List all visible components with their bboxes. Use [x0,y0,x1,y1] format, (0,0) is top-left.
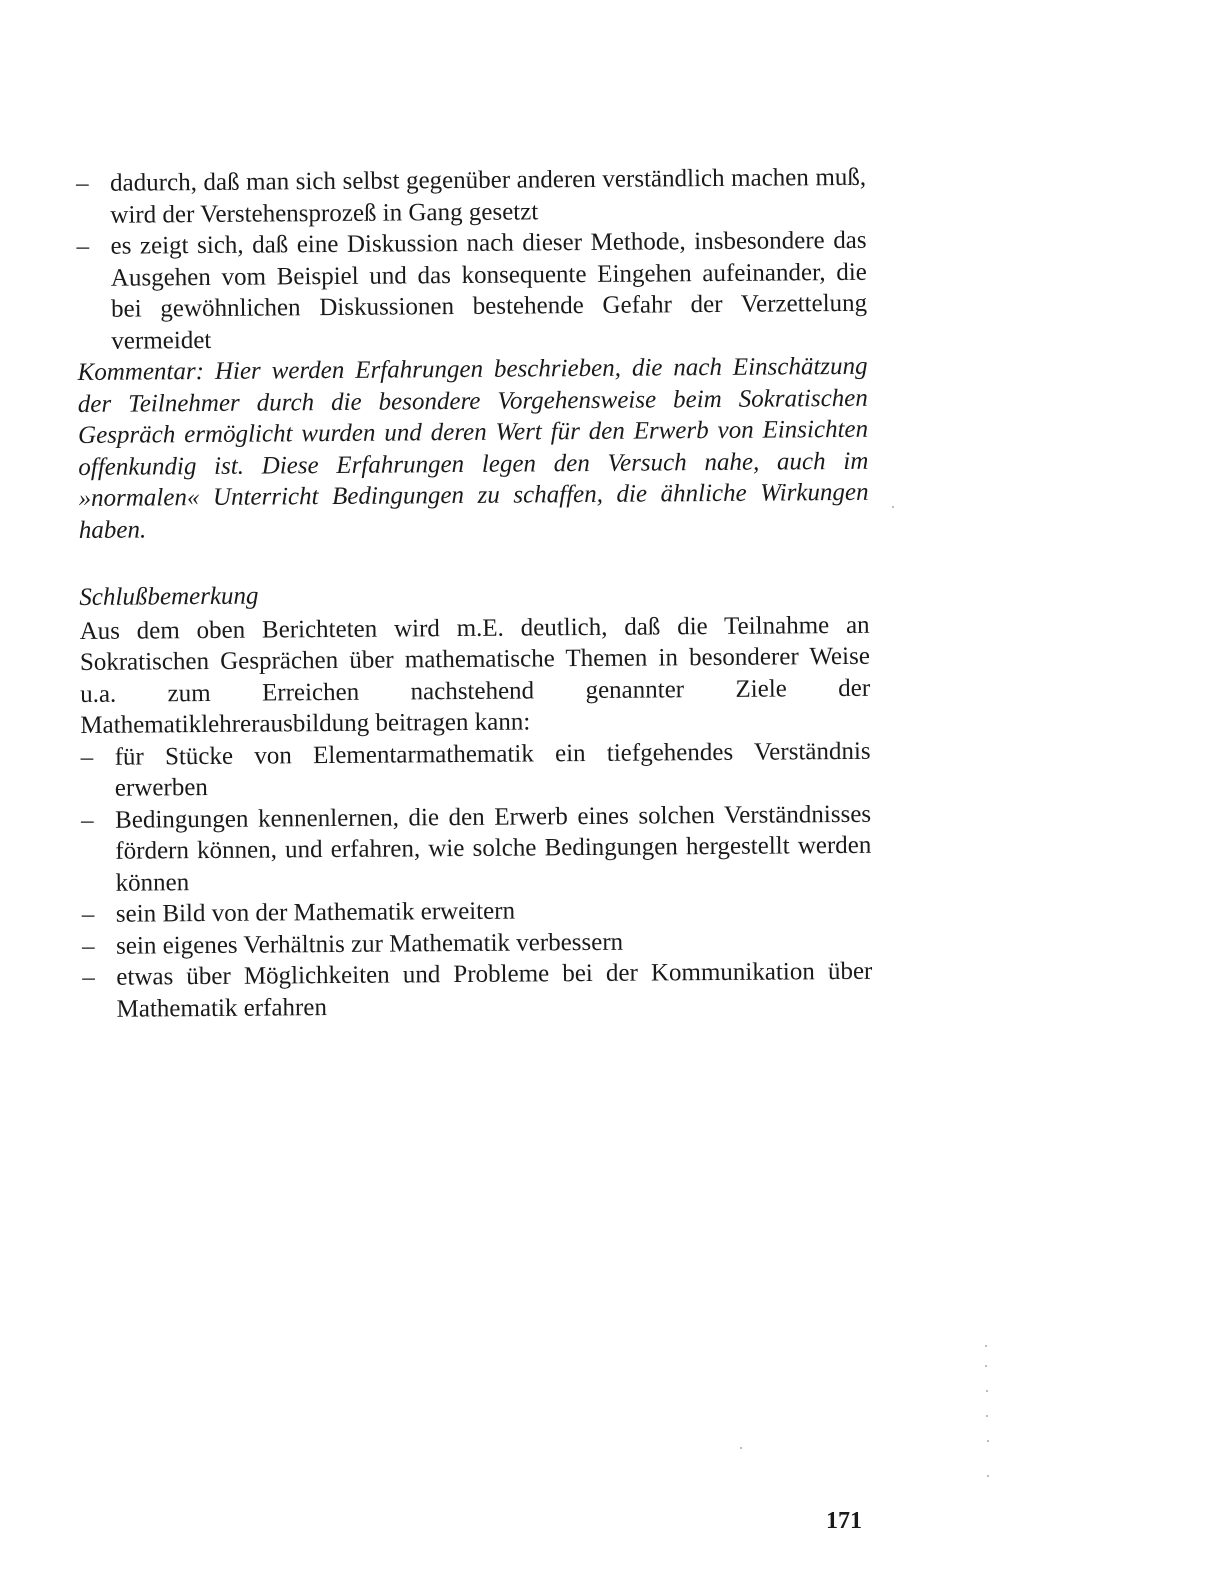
section-heading: Schlußbemerkung [79,582,259,611]
list-item-text: für Stücke von Elementarmathematik ein tiefgehendes Verständnis erwerben [114,737,871,802]
scan-speck [985,1345,987,1347]
list-item-text: Bedingungen kennenlernen, die den Erwerb eines solchen Verständnisses fördern können, und erfahren, wie solche Bedingungen hergestellt werden können [115,800,872,897]
list-dash: – [81,806,94,834]
list-dash: – [82,932,95,960]
scan-speck [986,1390,988,1392]
scan-speck [987,1475,989,1477]
list-item-text: sein eigenes Verhältnis zur Mathematik verbessern [116,928,624,960]
list-item [81,735,871,804]
list-dash: – [76,232,90,260]
list-item [81,798,872,899]
list-bottom [81,735,873,1025]
list-item-text: es zeigt sich, daß eine Diskussion nach dieser Methode, insbesondere das Ausgehen vom Beispiel und das konsequente Eingehen aufeinander, die bei gewöhnlichen Diskussionen bestehende Gefahr der Verzettelung vermeidet [110,226,868,355]
list-dash: – [81,900,95,928]
list-dash: – [76,169,89,197]
scan-speck [892,506,894,508]
conclusion-paragraph: Aus dem oben Berichteten wird m.E. deutlich, daß die Teilnahme an Sokratischen Gesprächen über mathematische Themen in besonderer Weise u.a. zum Erreichen nachstehend genannter Ziele der Mathematiklehrerausbildung beitragen kann: [79,611,871,739]
comment-paragraph: Kommentar: Hier werden Erfahrungen beschrieben, die nach Einschätzung der Teilnehmer durch die besondere Vorgehensweise beim Sokratischen Gespräch ermöglicht wurden und deren Wert für den Erwerb von Einsichten offenkundig ist. Diese Erfahrungen legen den Versuch nahe, auch im »normalen« Unterricht Bedingungen zu schaffen, die ähnliche Wirkungen haben. [77,352,869,544]
list-dash: – [80,743,94,771]
scan-speck [985,1365,987,1367]
list-top [76,162,867,357]
scan-speck [740,1447,742,1449]
page-number: 171 [826,1508,862,1534]
list-item-text: etwas über Möglichkeiten und Probleme bei der Kommunikation über Mathematik erfahren [116,957,873,1023]
list-item [82,956,872,1025]
list-dash: – [82,963,95,991]
list-item-text: dadurch, daß man sich selbst gegenüber anderen verständlich machen muß, wird der Verstehensprozeß in Gang gesetzt [110,163,867,229]
page-body [76,162,873,1025]
scan-speck [986,1415,988,1417]
list-item-text: sein Bild von der Mathematik erweitern [115,897,516,928]
list-item [76,162,866,231]
list-item [76,225,867,357]
scan-speck [987,1440,989,1442]
